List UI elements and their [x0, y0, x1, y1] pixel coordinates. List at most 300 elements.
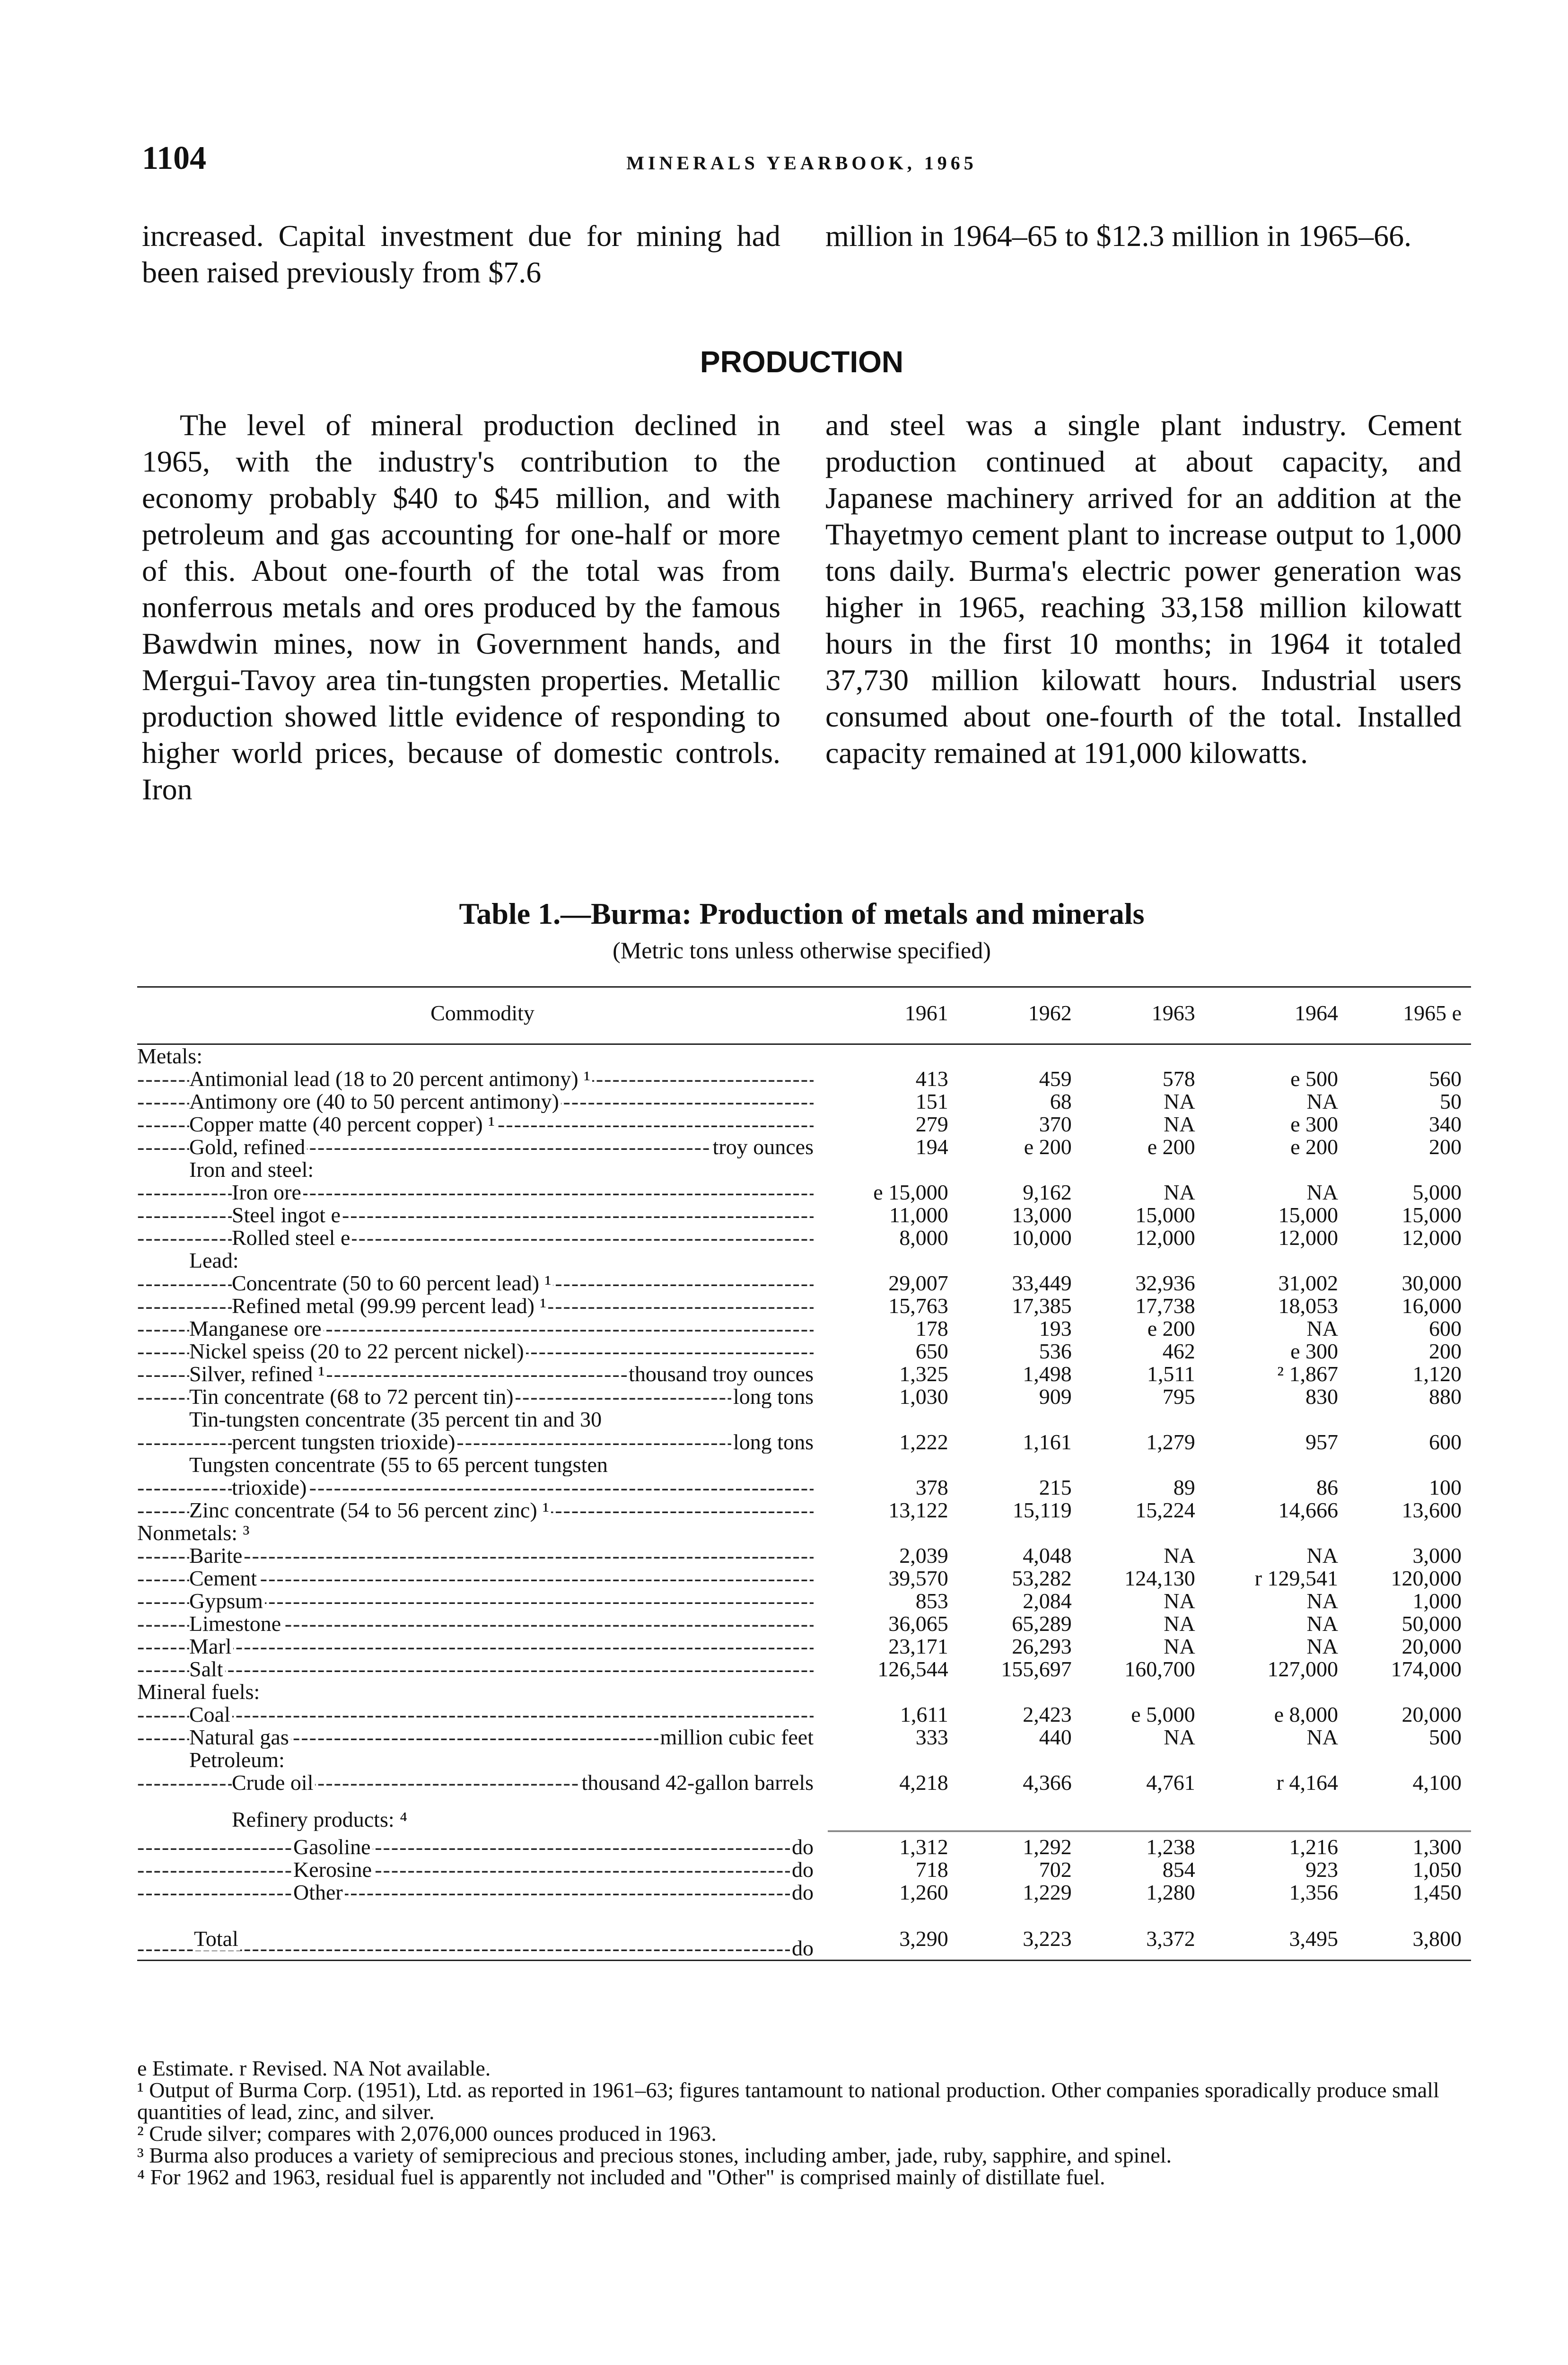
table-row — [137, 1836, 1471, 1858]
row-label-cell — [137, 1363, 828, 1385]
value-cell: 124,130 — [1124, 1566, 1195, 1590]
row-label-cell — [137, 1340, 828, 1363]
value-cell — [1348, 1681, 1471, 1703]
table-row — [137, 1068, 1471, 1090]
value-cell: e 200 — [1147, 1135, 1195, 1159]
value-cell: NA — [1164, 1612, 1195, 1636]
row-label-cell — [137, 1295, 828, 1317]
value-cell — [1348, 1749, 1471, 1771]
row-label-cell — [137, 1881, 828, 1904]
value-cell: 151 — [915, 1089, 948, 1113]
value-cell: 15,000 — [1278, 1203, 1338, 1227]
table-row — [137, 1385, 1471, 1408]
value-cell — [1205, 1522, 1348, 1544]
value-cell — [1205, 1249, 1348, 1272]
value-cell: 853 — [915, 1589, 948, 1613]
production-table — [137, 986, 1471, 1961]
row-label: Kerosine — [293, 1858, 374, 1881]
spacer-cell — [137, 1794, 1471, 1808]
value-cell: 127,000 — [1267, 1657, 1338, 1681]
value-cell: 3,290 — [828, 1918, 958, 1961]
row-label: Nonmetals: ³ — [137, 1522, 251, 1544]
table-row — [137, 1612, 1471, 1635]
row-label-cell — [137, 1522, 828, 1544]
production-right-column — [825, 407, 1462, 771]
value-cell: 15,224 — [1135, 1498, 1195, 1522]
production-right-text: and steel was a single plant industry. Cement production continued at about capacity, and Japanese machinery arrived for an addition at the Thayetmyo cement plant to increase output to 1,000 tons daily. Burma's electric power generation was higher in 1965, reaching 33,158 million kilowatt hours in the first 10 months; in 1964 it totaled 37,730 million kilowatt hours. Industrial users consumed about one-fourth of the total. Installed capacity remained at 191,000 kilowatts. — [825, 408, 1462, 770]
value-cell: 600 — [1429, 1316, 1462, 1340]
value-cell — [1205, 1408, 1348, 1431]
value-cell: e 8,000 — [1274, 1702, 1338, 1726]
value-cell: 560 — [1429, 1067, 1462, 1091]
value-cell: e 300 — [1290, 1339, 1338, 1363]
row-label-cell — [137, 1044, 828, 1068]
value-cell: e 200 — [1147, 1316, 1195, 1340]
running-head — [142, 140, 1462, 182]
value-cell: 3,372 — [1081, 1918, 1205, 1961]
footnote: e Estimate. r Revised. NA Not available. — [137, 2056, 491, 2080]
value-cell: 120,000 — [1391, 1566, 1462, 1590]
value-cell: 11,000 — [889, 1203, 948, 1227]
value-cell: 50 — [1440, 1089, 1462, 1113]
row-label-cell — [137, 1317, 828, 1340]
value-cell: 15,000 — [1135, 1203, 1195, 1227]
value-cell: 13,600 — [1402, 1498, 1462, 1522]
header-1962: 1962 — [958, 987, 1081, 1044]
rule-cell — [137, 1831, 828, 1836]
value-cell: 36,065 — [888, 1612, 948, 1636]
value-cell: e 500 — [1290, 1067, 1338, 1091]
value-cell: 1,260 — [899, 1880, 948, 1904]
row-label: Gypsum — [189, 1590, 265, 1612]
row-label: Petroleum: — [189, 1749, 287, 1771]
table-row — [137, 1340, 1471, 1363]
value-cell: 1,222 — [899, 1430, 948, 1454]
value-cell: 53,282 — [1012, 1566, 1072, 1590]
table-row — [137, 1431, 1471, 1454]
value-cell: e 5,000 — [1131, 1702, 1195, 1726]
footnote: ⁴ For 1962 and 1963, residual fuel is apparently not included and "Other" is comprised mainly of distillate fuel. — [137, 2165, 1105, 2189]
value-cell: NA — [1306, 1589, 1338, 1613]
value-cell: 194 — [915, 1135, 948, 1159]
value-cell: 2,039 — [899, 1543, 948, 1568]
value-cell: ² 1,867 — [1277, 1362, 1338, 1386]
value-cell: 9,162 — [1023, 1180, 1072, 1204]
production-left-text: The level of mineral production declined in 1965, with the industry's contribution to the economy probably $40 to $45 million, and with petroleum and gas accounting for one-half or more of this. About one-fourth of the total was from nonferrous metals and ores produced by the famous Bawdwin mines, now in Government hands, and Mergui-Tavoy area tin-tungsten properties. Metallic production showed little evidence of responding to higher world prices, because of domestic controls. Iron — [142, 408, 780, 806]
value-cell — [828, 1522, 958, 1544]
header-1963: 1963 — [1081, 987, 1205, 1044]
value-cell: 5,000 — [1412, 1180, 1462, 1204]
value-cell — [1205, 1158, 1348, 1181]
value-cell: NA — [1306, 1180, 1338, 1204]
value-cell: 462 — [1162, 1339, 1195, 1363]
value-cell: 100 — [1429, 1475, 1462, 1499]
row-unit: do — [790, 1836, 814, 1858]
value-cell — [1205, 1044, 1348, 1068]
table-group-row — [137, 1249, 1471, 1272]
value-cell: 1,450 — [1412, 1880, 1462, 1904]
table-row — [137, 1703, 1471, 1726]
value-cell: 1,300 — [1412, 1834, 1462, 1859]
value-cell: 1,216 — [1289, 1834, 1338, 1859]
row-label-cell — [137, 1590, 828, 1612]
value-cell — [828, 1044, 958, 1068]
row-label-cell — [137, 1658, 828, 1681]
row-label: Natural gas — [189, 1726, 291, 1749]
row-label: percent tungsten trioxide) — [232, 1431, 457, 1454]
row-label-cell — [137, 1749, 828, 1771]
production-left-column — [142, 407, 780, 807]
value-cell: 1,120 — [1412, 1362, 1462, 1386]
value-cell: 3,495 — [1205, 1918, 1348, 1961]
value-cell: 10,000 — [1012, 1226, 1072, 1250]
value-cell: 65,289 — [1012, 1612, 1072, 1636]
row-label: Gold, refined — [189, 1136, 307, 1158]
value-cell: 1,030 — [899, 1384, 948, 1409]
row-label-cell — [137, 1249, 828, 1272]
table-row — [137, 1363, 1471, 1385]
value-cell — [1348, 1249, 1471, 1272]
table-row — [137, 1090, 1471, 1113]
value-cell — [1205, 1681, 1348, 1703]
footnotes — [137, 2058, 1471, 2188]
table-row — [137, 1136, 1471, 1158]
value-cell: NA — [1164, 1089, 1195, 1113]
value-cell: 8,000 — [899, 1226, 948, 1250]
value-cell — [828, 1808, 958, 1831]
value-cell: 4,366 — [1023, 1770, 1072, 1795]
value-cell: 68 — [1050, 1089, 1072, 1113]
row-label-cell — [137, 1544, 828, 1567]
row-unit: thousand 42-gallon barrels — [579, 1771, 814, 1794]
value-cell — [828, 1249, 958, 1272]
value-cell — [1081, 1249, 1205, 1272]
row-label-cell — [137, 1204, 828, 1226]
value-cell: 174,000 — [1391, 1657, 1462, 1681]
row-label: Cement — [189, 1567, 259, 1590]
double-rule-row — [137, 1831, 1471, 1836]
value-cell: NA — [1164, 1112, 1195, 1136]
row-label-cell — [137, 1918, 828, 1961]
row-label-cell — [137, 1454, 828, 1476]
row-label-cell — [137, 1068, 828, 1090]
value-cell — [1348, 1408, 1471, 1431]
table-row — [137, 1204, 1471, 1226]
value-cell: 26,293 — [1012, 1634, 1072, 1658]
page-number: 1104 — [142, 140, 207, 176]
row-label-cell — [137, 1158, 828, 1181]
row-label-cell — [137, 1136, 828, 1158]
value-cell: 89 — [1173, 1475, 1195, 1499]
table-row — [137, 1181, 1471, 1204]
table-row — [137, 1295, 1471, 1317]
row-label-cell — [137, 1226, 828, 1249]
value-cell — [828, 1158, 958, 1181]
value-cell: NA — [1164, 1634, 1195, 1658]
table-row — [137, 1881, 1471, 1904]
spacer-row — [137, 1904, 1471, 1918]
value-cell: 126,544 — [877, 1657, 948, 1681]
table-row — [137, 1499, 1471, 1522]
row-label: Other — [293, 1881, 345, 1904]
value-cell: 160,700 — [1124, 1657, 1195, 1681]
value-cell — [828, 1454, 958, 1476]
value-cell: 4,761 — [1146, 1770, 1195, 1795]
value-cell: 880 — [1429, 1384, 1462, 1409]
row-label: Antimonial lead (18 to 20 percent antimony) ¹ — [189, 1068, 592, 1090]
value-cell: 578 — [1162, 1067, 1195, 1091]
row-label: Copper matte (40 percent copper) ¹ — [189, 1113, 497, 1136]
row-label: Tin-tungsten concentrate (35 percent tin and 30 — [189, 1408, 604, 1431]
value-cell: NA — [1306, 1316, 1338, 1340]
value-cell — [958, 1808, 1081, 1831]
value-cell: 1,238 — [1146, 1834, 1195, 1859]
row-label-cell — [137, 1635, 828, 1658]
value-cell: 12,000 — [1402, 1226, 1462, 1250]
value-cell: r 4,164 — [1276, 1770, 1338, 1795]
row-label: Lead: — [189, 1249, 241, 1272]
table-row — [137, 1726, 1471, 1749]
value-cell: 215 — [1039, 1475, 1072, 1499]
row-label: Tin concentrate (68 to 72 percent tin) — [189, 1385, 516, 1408]
table-row — [137, 1272, 1471, 1295]
row-unit: million cubic feet — [658, 1726, 814, 1749]
row-label: Rolled steel e — [232, 1226, 352, 1249]
row-label-cell — [137, 1681, 828, 1703]
table-body — [137, 1044, 1471, 1961]
value-cell: 16,000 — [1402, 1294, 1462, 1318]
value-cell — [1081, 1522, 1205, 1544]
row-label-cell — [137, 1808, 828, 1831]
value-cell: NA — [1306, 1089, 1338, 1113]
value-cell — [958, 1158, 1081, 1181]
table-row — [137, 1317, 1471, 1340]
row-label: Iron and steel: — [189, 1158, 315, 1181]
value-cell: 13,122 — [888, 1498, 948, 1522]
intro-left-column — [142, 218, 780, 290]
row-label: Tungsten concentrate (55 to 65 percent tungsten — [189, 1454, 610, 1476]
value-cell — [1081, 1408, 1205, 1431]
value-cell: 39,570 — [888, 1566, 948, 1590]
table-title: Table 1.—Burma: Production of metals and minerals — [459, 897, 1145, 930]
row-label: Refined metal (99.99 percent lead) ¹ — [232, 1295, 548, 1317]
header-1961: 1961 — [828, 987, 958, 1044]
value-cell: 459 — [1039, 1067, 1072, 1091]
value-cell: NA — [1164, 1543, 1195, 1568]
value-cell — [958, 1522, 1081, 1544]
footnote: ² Crude silver; compares with 2,076,000 ounces produced in 1963. — [137, 2121, 717, 2146]
value-cell: 957 — [1305, 1430, 1338, 1454]
value-cell: 650 — [915, 1339, 948, 1363]
value-cell: 2,084 — [1023, 1589, 1072, 1613]
value-cell: NA — [1306, 1612, 1338, 1636]
table-row — [137, 1658, 1471, 1681]
value-cell: 4,100 — [1412, 1770, 1462, 1795]
row-label-cell — [137, 1703, 828, 1726]
row-unit: do — [790, 1881, 814, 1904]
footnote: ³ Burma also produces a variety of semiprecious and precious stones, including amber, jade, ruby, sapphire, and spinel. — [137, 2143, 1172, 2167]
value-cell — [1081, 1454, 1205, 1476]
value-cell: 32,936 — [1135, 1271, 1195, 1295]
table-group-row — [137, 1408, 1471, 1431]
row-label: Mineral fuels: — [137, 1681, 262, 1703]
value-cell: 795 — [1162, 1384, 1195, 1409]
value-cell: 440 — [1039, 1725, 1072, 1749]
value-cell — [1081, 1044, 1205, 1068]
intro-left-text: increased. Capital investment due for mining had been raised previously from $7.6 — [142, 219, 780, 289]
value-cell: 200 — [1429, 1135, 1462, 1159]
value-cell: r 129,541 — [1254, 1566, 1338, 1590]
table-group-row — [137, 1158, 1471, 1181]
table-group-row — [137, 1454, 1471, 1476]
value-cell — [1205, 1454, 1348, 1476]
value-cell — [1205, 1749, 1348, 1771]
value-cell: NA — [1164, 1589, 1195, 1613]
row-label-cell — [137, 1499, 828, 1522]
row-label-cell — [137, 1181, 828, 1204]
value-cell: NA — [1306, 1725, 1338, 1749]
table-group-row — [137, 1808, 1471, 1831]
value-cell: 155,697 — [1001, 1657, 1072, 1681]
value-cell: 14,666 — [1278, 1498, 1338, 1522]
row-label: Metals: — [137, 1044, 204, 1068]
value-cell: 413 — [915, 1067, 948, 1091]
value-cell: 854 — [1162, 1857, 1195, 1882]
value-cell — [958, 1408, 1081, 1431]
row-label-cell — [137, 1836, 828, 1858]
value-cell — [1348, 1454, 1471, 1476]
row-label-cell — [137, 1431, 828, 1454]
value-cell — [1081, 1808, 1205, 1831]
row-label-cell — [137, 1408, 828, 1431]
value-cell: 15,000 — [1402, 1203, 1462, 1227]
row-label: Salt — [189, 1658, 225, 1681]
spacer-row — [137, 1794, 1471, 1808]
row-label: Antimony ore (40 to 50 percent antimony) — [189, 1090, 561, 1113]
row-label: Marl — [189, 1635, 233, 1658]
row-label-cell — [137, 1272, 828, 1295]
row-label-cell — [137, 1385, 828, 1408]
spacer-cell — [137, 1904, 1471, 1918]
table-row — [137, 1567, 1471, 1590]
section-heading: PRODUCTION — [700, 345, 904, 379]
row-label: Nickel speiss (20 to 22 percent nickel) — [189, 1340, 526, 1363]
row-label-cell — [137, 1476, 828, 1499]
row-label: Barite — [189, 1544, 244, 1567]
row-unit: long tons — [731, 1385, 814, 1408]
header-commodity: Commodity — [137, 987, 828, 1044]
value-cell: NA — [1164, 1180, 1195, 1204]
table-group-row — [137, 1044, 1471, 1068]
value-cell: 500 — [1429, 1725, 1462, 1749]
value-cell — [1205, 1808, 1348, 1831]
row-unit: troy ounces — [711, 1136, 814, 1158]
value-cell: 3,800 — [1348, 1918, 1471, 1961]
value-cell: 1,356 — [1289, 1880, 1338, 1904]
value-cell — [1081, 1158, 1205, 1181]
value-cell: 600 — [1429, 1430, 1462, 1454]
value-cell: e 300 — [1290, 1112, 1338, 1136]
value-cell: 1,325 — [899, 1362, 948, 1386]
value-cell: NA — [1306, 1543, 1338, 1568]
value-cell — [1348, 1158, 1471, 1181]
row-label: Concentrate (50 to 60 percent lead) ¹ — [232, 1272, 553, 1295]
table-row — [137, 1771, 1471, 1794]
row-label: Iron ore — [232, 1181, 303, 1204]
value-cell: 20,000 — [1402, 1702, 1462, 1726]
value-cell: 340 — [1429, 1112, 1462, 1136]
value-cell — [1081, 1681, 1205, 1703]
value-cell: 1,511 — [1147, 1362, 1195, 1386]
row-label-cell — [137, 1567, 828, 1590]
row-label: Coal — [189, 1703, 232, 1726]
table-row — [137, 1858, 1471, 1881]
value-cell: 12,000 — [1278, 1226, 1338, 1250]
row-label: Crude oil — [232, 1771, 315, 1794]
value-cell: 12,000 — [1135, 1226, 1195, 1250]
value-cell: e 200 — [1290, 1135, 1338, 1159]
table-row — [137, 1544, 1471, 1567]
table-subtitle: (Metric tons unless otherwise specified) — [613, 937, 991, 964]
value-cell: 193 — [1039, 1316, 1072, 1340]
row-label-cell — [137, 1612, 828, 1635]
row-label: Silver, refined ¹ — [189, 1363, 327, 1385]
row-unit: long tons — [731, 1431, 814, 1454]
value-cell: 15,119 — [1012, 1498, 1072, 1522]
row-label: Total — [194, 1927, 240, 1951]
value-cell — [958, 1681, 1081, 1703]
value-cell — [1348, 1044, 1471, 1068]
value-cell: 370 — [1039, 1112, 1072, 1136]
value-cell: NA — [1306, 1634, 1338, 1658]
value-cell: e 15,000 — [873, 1180, 948, 1204]
value-cell: 13,000 — [1012, 1203, 1072, 1227]
row-unit: do — [790, 1937, 814, 1960]
value-cell — [828, 1749, 958, 1771]
value-cell: 178 — [915, 1316, 948, 1340]
value-cell: 536 — [1039, 1339, 1072, 1363]
row-label: Zinc concentrate (54 to 56 percent zinc) ¹ — [189, 1499, 551, 1522]
table-row — [137, 1226, 1471, 1249]
value-cell: 200 — [1429, 1339, 1462, 1363]
value-cell: 1,280 — [1146, 1880, 1195, 1904]
row-label: Gasoline — [293, 1836, 373, 1858]
table-header-row — [137, 987, 1471, 1044]
value-cell: e 200 — [1024, 1135, 1072, 1159]
value-cell — [958, 1454, 1081, 1476]
value-cell: 18,053 — [1278, 1294, 1338, 1318]
table-row — [137, 1113, 1471, 1136]
value-cell: 4,218 — [899, 1770, 948, 1795]
running-title: MINERALS YEARBOOK, 1965 — [626, 152, 977, 174]
value-cell: 718 — [915, 1857, 948, 1882]
value-cell: 17,738 — [1135, 1294, 1195, 1318]
value-cell: 3,223 — [958, 1918, 1081, 1961]
row-label: Steel ingot e — [232, 1204, 342, 1226]
value-cell — [958, 1249, 1081, 1272]
value-cell — [1348, 1808, 1471, 1831]
table-group-row — [137, 1522, 1471, 1544]
row-label-cell — [137, 1771, 828, 1794]
value-cell: 1,498 — [1023, 1362, 1072, 1386]
row-label-cell — [137, 1858, 828, 1881]
value-cell: 33,449 — [1012, 1271, 1072, 1295]
table-row — [137, 1476, 1471, 1499]
value-cell: 29,007 — [888, 1271, 948, 1295]
footnote: ¹ Output of Burma Corp. (1951), Ltd. as reported in 1961–63; figures tantamount to national production. Other companies sporadically produce small quantities of lead, zinc, and silver. — [137, 2078, 1439, 2124]
value-cell: 333 — [915, 1725, 948, 1749]
table-row — [137, 1918, 1471, 1961]
